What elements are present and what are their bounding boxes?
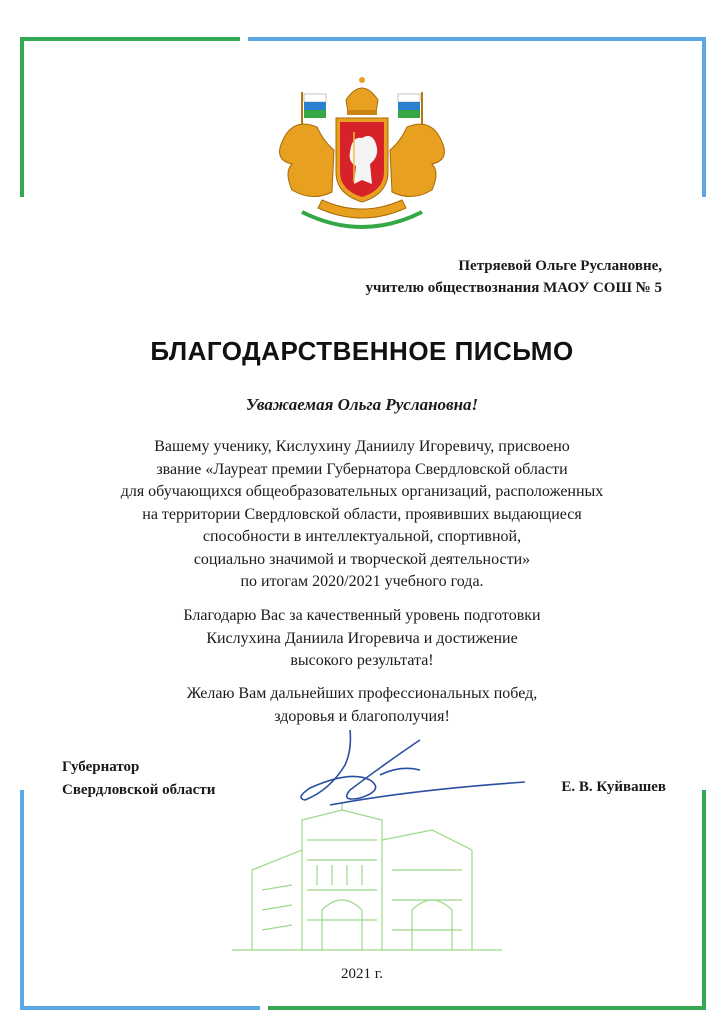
signatory-position-line: Губернатор	[62, 759, 140, 775]
frame-top-blue	[248, 37, 706, 41]
paragraph-line: для обучающихся общеобразовательных организаций, расположенных	[120, 483, 604, 500]
greeting: Уважаемая Ольга Руслановна!	[245, 395, 479, 414]
coat-of-arms-icon	[262, 72, 462, 232]
addressee	[242, 255, 662, 299]
signatory-position	[62, 756, 215, 802]
frame-bottom-green	[268, 1006, 706, 1010]
year: 2021 г.	[341, 966, 383, 982]
paragraph-line: Кислухина Даниила Игоревича и достижение	[206, 629, 518, 647]
paragraph-line: высокого результата!	[290, 652, 434, 669]
frame-bottom-blue	[20, 1006, 260, 1010]
frame-left-green	[20, 37, 24, 197]
signature-icon	[290, 720, 530, 810]
signatory-position-line: Свердловской области	[62, 782, 216, 798]
paragraph-line: Благодарю Вас за качественный уровень подготовки	[183, 607, 541, 624]
paragraph-line: Желаю Вам дальнейших профессиональных побед,	[186, 685, 538, 702]
frame-top-green	[20, 37, 240, 41]
paragraph-line: здоровья и благополучия!	[274, 707, 450, 725]
paragraph-line: способности в интеллектуальной, спортивной,	[202, 528, 522, 545]
paragraph-line: по итогам 2020/2021 учебного года.	[240, 573, 484, 590]
paragraph-line: социально значимой и творческой деятельности»	[193, 550, 531, 568]
addressee-name: Петряевой Ольге Руслановне,	[458, 258, 662, 274]
paragraph-line: звание «Лауреат премии Губернатора Свердловской области	[156, 460, 568, 478]
addressee-position: учителю обществознания МАОУ СОШ № 5	[365, 280, 662, 296]
frame-right-blue	[702, 37, 706, 197]
paragraph-thanks	[40, 605, 684, 673]
paragraph-award	[40, 436, 684, 594]
letter-title: БЛАГОДАРСТВЕННОЕ ПИСЬМО	[150, 336, 574, 366]
paragraph-line: на территории Свердловской области, проявивших выдающиеся	[142, 505, 582, 523]
paragraph-line: Вашему ученику, Кислухину Даниилу Игоревичу, присвоено	[154, 438, 570, 455]
building-illustration-icon	[232, 800, 502, 960]
signatory-name: Е. В. Куйвашев	[561, 779, 666, 795]
